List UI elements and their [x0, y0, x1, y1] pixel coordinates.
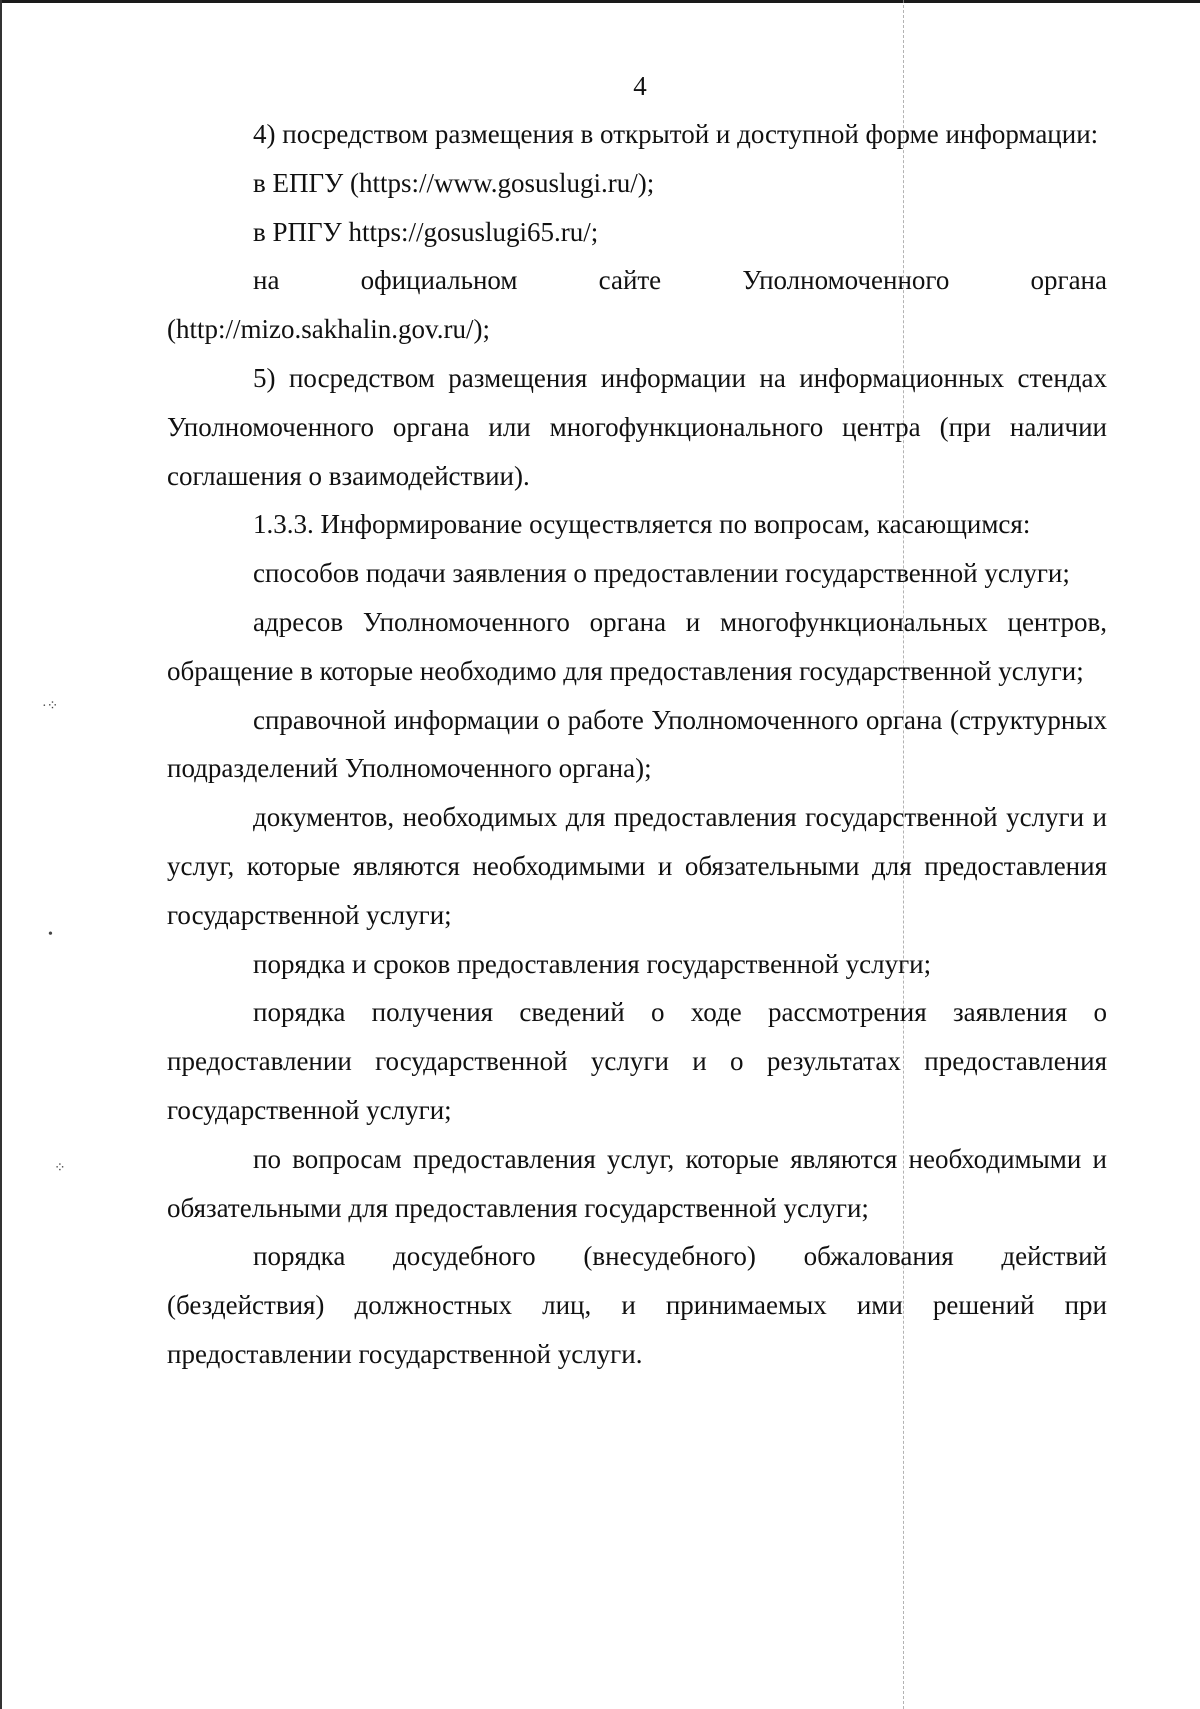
paragraph-epgu: в ЕПГУ (https://www.gosuslugi.ru/);	[253, 167, 655, 198]
paragraph-documents: документов, необходимых для предоставления государственной услуги и услуг, которые являются необходимыми и обязательными для предоставления государственной услуги;	[167, 802, 1107, 930]
paragraph-submission-methods: способов подачи заявления о предоставлении государственной услуги;	[253, 558, 1070, 589]
paragraph-appeal: порядка досудебного (внесудебного) обжалования действий (бездействия) должностных лиц, и принимаемых ими решений при предоставлении государственной услуги.	[167, 1241, 1107, 1369]
scan-top-edge	[0, 0, 1200, 3]
page-number: 4	[633, 71, 647, 101]
paragraph-info-stands: 5) посредством размещения информации на информационных стендах Уполномоченного органа или многофункционального центра (при наличии соглашения о взаимодействии).	[167, 362, 1107, 491]
paragraph-official-site: на официальном сайте Уполномоченного органа (http://mizo.sakhalin.gov.ru/);	[167, 265, 1107, 345]
scan-speck: ⁘	[54, 1161, 66, 1176]
paragraph-progress-info: порядка получения сведений о ходе рассмотрения заявления о предоставлении государственной услуги и о результатах предоставления государственной услуги;	[167, 997, 1107, 1125]
scan-speck: •	[48, 927, 53, 942]
paragraph-reference-info: справочной информации о работе Уполномоченного органа (структурных подразделений Уполномоченного органа);	[167, 704, 1107, 784]
scan-left-edge	[0, 0, 2, 1709]
paragraph-procedure-terms: порядка и сроков предоставления государственной услуги;	[253, 948, 932, 979]
paragraph-info-placement: 4) посредством размещения в открытой и доступной форме информации:	[253, 119, 1099, 149]
scan-speck: ·⁘	[42, 699, 59, 714]
paragraph-rpgu: в РПГУ https://gosuslugi65.ru/;	[253, 216, 599, 247]
paragraph-addresses: адресов Уполномоченного органа и многофункциональных центров, обращение в которые необходимо для предоставления государственной услуги;	[167, 606, 1107, 686]
paragraph-related-services: по вопросам предоставления услуг, которые являются необходимыми и обязательными для предоставления государственной услуги;	[167, 1143, 1107, 1223]
document-body	[167, 110, 1107, 1379]
paragraph-1-3-3: 1.3.3. Информирование осуществляется по вопросам, касающимся:	[253, 509, 1031, 540]
